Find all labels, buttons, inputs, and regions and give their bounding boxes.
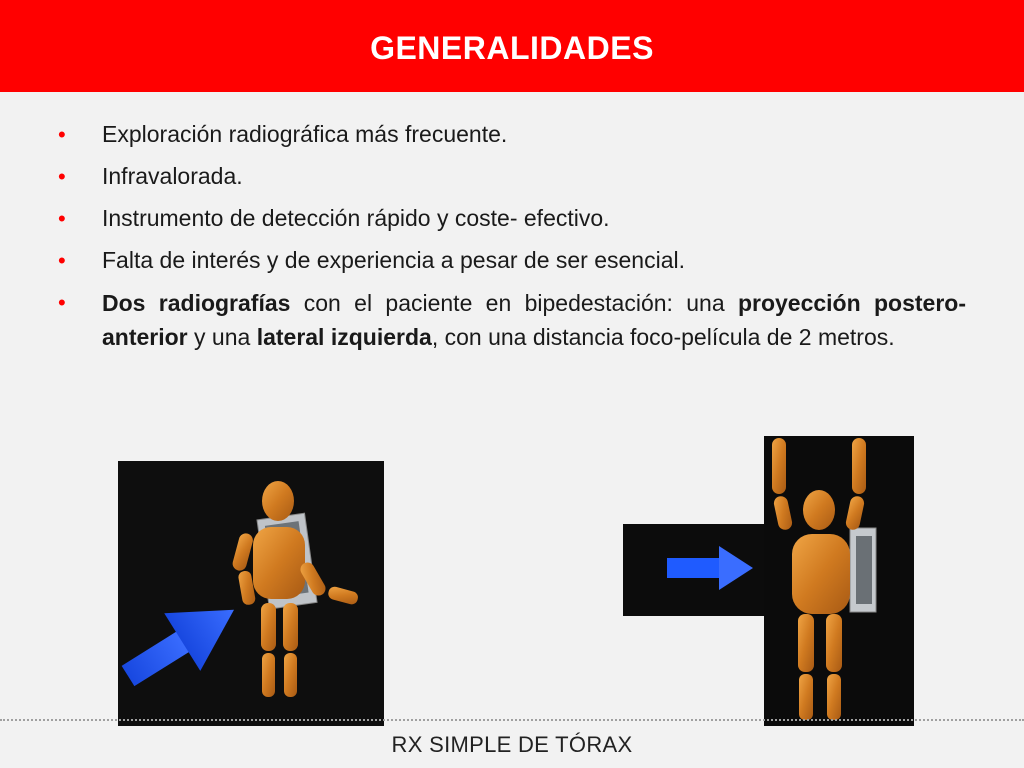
arrow-icon: [118, 581, 252, 705]
bullet-dot-icon: •: [58, 206, 66, 231]
bullet-dot-icon: •: [58, 290, 66, 315]
list-item: [58, 286, 966, 354]
bullet-bold-text: lateral izquierda: [256, 324, 432, 350]
lateral-projection-image: [764, 436, 914, 726]
list-item: [58, 118, 966, 151]
bullet-bold-text: proyección postero-anterior: [102, 290, 966, 350]
mannequin-icon: [118, 461, 384, 726]
bullet-text: , con una distancia foco-película de 2 metros.: [431, 324, 895, 350]
bullet-dot-icon: •: [58, 248, 66, 273]
slide-footer: RX SIMPLE DE TÓRAX: [391, 732, 633, 757]
bullet-text: Instrumento de detección rápido y coste- efectivo.: [102, 205, 610, 231]
bullet-dot-icon: •: [58, 122, 66, 147]
slide-title: GENERALIDADES: [370, 29, 654, 66]
bullet-text: Exploración radiográfica más frecuente.: [102, 121, 508, 147]
bullet-text: con el paciente en bipedestación: una: [290, 290, 738, 316]
bullet-text: Falta de interés y de experiencia a pesar de ser esencial.: [102, 247, 685, 273]
pa-projection-image: [118, 461, 384, 726]
list-item: [58, 244, 966, 277]
list-item: [58, 202, 966, 235]
slide-header: [0, 0, 1024, 92]
footer-divider: [0, 719, 1024, 721]
lateral-arrow-image: [623, 524, 765, 616]
bullet-text: Infravalorada.: [102, 163, 243, 189]
bullet-bold-text: Dos radiografías: [102, 290, 291, 316]
bullet-text: y una: [187, 324, 257, 350]
mannequin-icon: [764, 436, 914, 726]
bullet-list: [58, 118, 966, 363]
arrow-icon: [623, 524, 765, 616]
bullet-dot-icon: •: [58, 164, 66, 189]
list-item: [58, 160, 966, 193]
